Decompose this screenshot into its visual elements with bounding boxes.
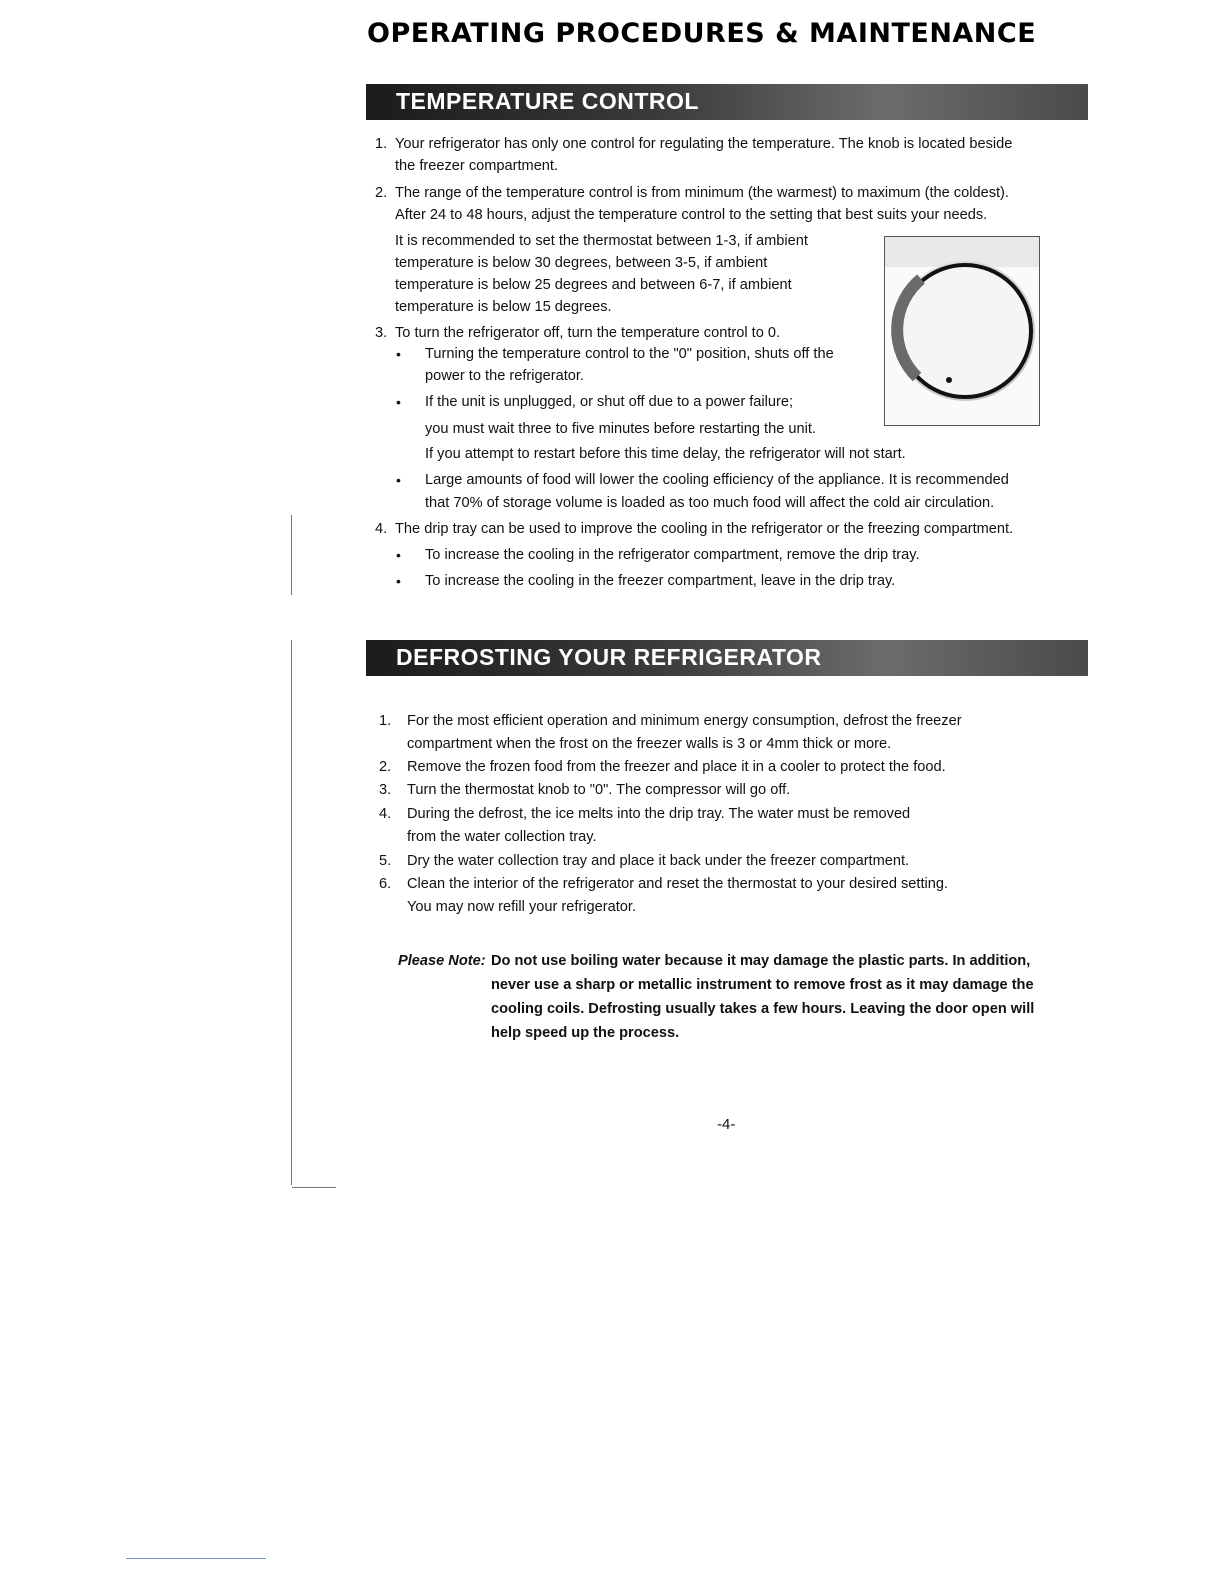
left-margin-line [291, 640, 292, 1185]
item-text: To turn the refrigerator off, turn the temperature control to 0. [395, 325, 781, 341]
item-number: 3. [375, 325, 388, 341]
bullet-text: To increase the cooling in the freezer compartment, leave in the drip tray. [425, 573, 896, 589]
bullet-dot: • [396, 472, 401, 488]
step-text: from the water collection tray. [407, 829, 597, 845]
page-title: OPERATING PROCEDURES & MAINTENANCE [367, 18, 1037, 49]
recommendation-text: It is recommended to set the thermostat between 1-3, if ambient [395, 233, 808, 249]
item-text: Your refrigerator has only one control for regulating the temperature. The knob is located beside [395, 136, 1013, 152]
bullet-text: To increase the cooling in the refrigerator compartment, remove the drip tray. [425, 547, 920, 563]
step-text: During the defrost, the ice melts into the drip tray. The water must be removed [407, 806, 911, 822]
section-heading: TEMPERATURE CONTROL [396, 88, 699, 114]
step-number: 2. [379, 759, 392, 775]
item-number: 2. [375, 185, 388, 201]
recommendation-text: temperature is below 30 degrees, between 3-5, if ambient [395, 255, 768, 271]
item-number: 1. [375, 136, 388, 152]
bullet-text: that 70% of storage volume is loaded as too much food will affect the cold air circulation. [425, 495, 995, 511]
step-text: For the most efficient operation and minimum energy consumption, defrost the freezer [407, 713, 962, 729]
step-number: 3. [379, 782, 392, 798]
temperature-control-header [366, 84, 1088, 120]
recommendation-text: temperature is below 25 degrees and between 6-7, if ambient [395, 277, 792, 293]
step-number: 4. [379, 806, 392, 822]
step-number: 5. [379, 853, 392, 869]
step-text: compartment when the frost on the freezer walls is 3 or 4mm thick or more. [407, 736, 892, 752]
thermostat-knob-icon [885, 237, 1039, 425]
step-text: You may now refill your refrigerator. [407, 899, 637, 915]
note-text: Do not use boiling water because it may damage the plastic parts. In addition, [491, 953, 1031, 969]
thermostat-dial-illustration [884, 236, 1040, 426]
bullet-dot: • [396, 394, 401, 410]
left-margin-line [291, 515, 292, 595]
step-text: Dry the water collection tray and place it back under the freezer compartment. [407, 853, 910, 869]
bottom-underline [126, 1558, 266, 1559]
item-text: The drip tray can be used to improve the cooling in the refrigerator or the freezing compartment. [395, 521, 1014, 537]
note-label: Please Note: [398, 953, 486, 969]
recommendation-text: temperature is below 15 degrees. [395, 299, 612, 315]
bullet-dot: • [396, 547, 401, 563]
bullet-dot: • [396, 346, 401, 362]
step-number: 6. [379, 876, 392, 892]
bullet-text: Large amounts of food will lower the cooling efficiency of the appliance. It is recommended [425, 472, 1009, 488]
item-number: 4. [375, 521, 388, 537]
bullet-text: If the unit is unplugged, or shut off due to a power failure; [425, 394, 794, 410]
item-text: The range of the temperature control is from minimum (the warmest) to maximum (the coldest). [395, 185, 1009, 201]
bullet-text: If you attempt to restart before this time delay, the refrigerator will not start. [425, 446, 906, 462]
bullet-text: power to the refrigerator. [425, 368, 584, 384]
note-text: cooling coils. Defrosting usually takes a few hours. Leaving the door open will [491, 1001, 1035, 1017]
note-text: never use a sharp or metallic instrument to remove frost as it may damage the [491, 977, 1034, 993]
page-number: -4- [717, 1116, 736, 1133]
section-heading: DEFROSTING YOUR REFRIGERATOR [396, 644, 822, 670]
step-text: Clean the interior of the refrigerator and reset the thermostat to your desired setting. [407, 876, 949, 892]
item-text: the freezer compartment. [395, 158, 559, 174]
defrosting-header [366, 640, 1088, 676]
bullet-text: you must wait three to five minutes before restarting the unit. [425, 421, 816, 437]
bullet-dot: • [396, 573, 401, 589]
note-text: help speed up the process. [491, 1025, 680, 1041]
bottom-margin-line [292, 1187, 336, 1188]
step-number: 1. [379, 713, 392, 729]
bullet-text: Turning the temperature control to the "0" position, shuts off the [425, 346, 834, 362]
item-text: After 24 to 48 hours, adjust the temperature control to the setting that best suits your needs. [395, 207, 988, 223]
step-text: Remove the frozen food from the freezer and place it in a cooler to protect the food. [407, 759, 946, 775]
step-text: Turn the thermostat knob to "0". The compressor will go off. [407, 782, 791, 798]
